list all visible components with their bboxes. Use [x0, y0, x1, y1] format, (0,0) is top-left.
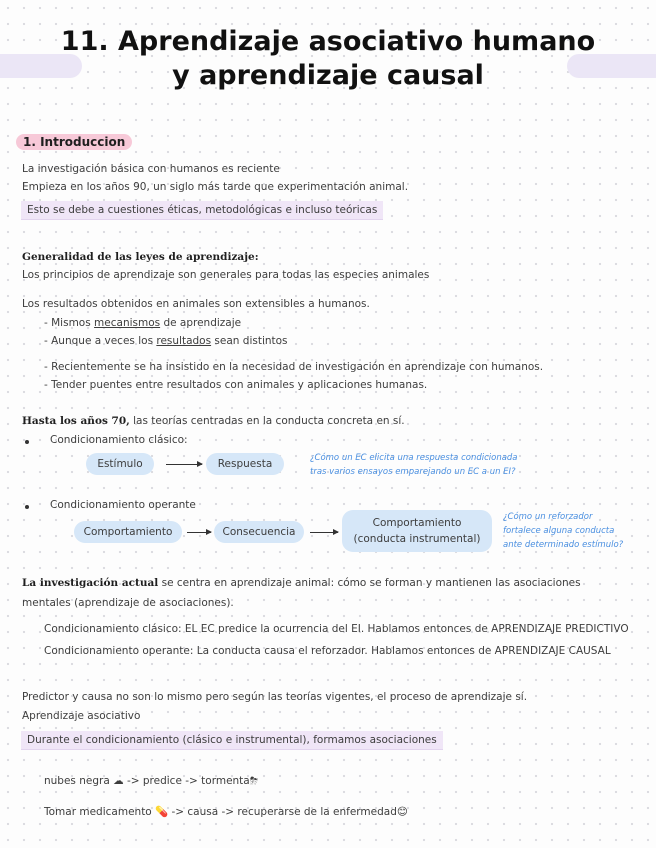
intro-highlight: Esto se debe a cuestiones éticas, metodológicas e incluso teóricas — [21, 201, 383, 220]
page-title-line-1: 11. Aprendizaje asociativo humano — [60, 26, 596, 57]
asociativo-highlight: Durante el condicionamiento (clásico e instrumental), formamos asociaciones — [21, 731, 443, 750]
teorias-rest: las teorías centradas en la conducta concreta en sí. — [129, 415, 405, 427]
generalidad-bullet-4: - Tender puentes entre resultados con animales y aplicaciones humanas. — [44, 379, 428, 391]
intro-line-1: La investigación básica con humanos es reciente — [22, 163, 280, 175]
box-consecuencia: Consecuencia — [214, 521, 304, 543]
box-conducta-instrumental — [342, 510, 492, 552]
arrow-estimulo-respuesta — [166, 464, 202, 465]
generalidad-line-1: Los principios de aprendizaje son generales para todas las especies animales — [22, 269, 430, 281]
actual-predictivo: Condicionamiento clásico: EL EC predice la ocurrencia del EI. Hablamos entonces de APRENDIZAJE PREDICTIVO — [44, 623, 629, 635]
bullet-1-prefix: - Mismos — [44, 317, 95, 329]
operante-label: Condicionamiento operante — [50, 499, 196, 511]
actual-causal: Condicionamiento operante: La conducta causa el reforzador. Hablamos entonces de APRENDIZAJE CAUSAL — [44, 645, 611, 657]
bullet-1-suffix: de aprendizaje — [160, 317, 242, 329]
arrow-consecuencia-conducta — [310, 532, 338, 533]
bullet-2-prefix: - Aunque a veces los — [44, 335, 157, 347]
actual-line-2: mentales (aprendizaje de asociaciones). — [22, 597, 234, 609]
actual-rest: se centra en aprendizaje animal: cómo se forman y mantienen las asociaciones — [158, 577, 581, 589]
bullet-2-underline: resultados — [156, 335, 212, 347]
generalidad-bullet-1 — [44, 317, 241, 329]
generalidad-heading: Generalidad de las leyes de aprendizaje: — [22, 251, 259, 263]
page-title-line-2: y aprendizaje causal — [172, 60, 484, 91]
question-1-line-2: tras varios ensayos emparejando un EC a un EI? — [310, 467, 516, 477]
arrow-comportamiento-consecuencia — [187, 532, 211, 533]
example-tormenta: nubes negra ☁ -> predice -> tormenta⛈ — [44, 775, 259, 787]
bullet-dot-clasico — [25, 440, 29, 444]
bullet-1-underline: mecanismos — [94, 317, 161, 329]
teorias-line — [22, 415, 405, 427]
asociativo-line-2: Aprendizaje asociativo — [22, 710, 141, 722]
box-estimulo: Estímulo — [86, 453, 154, 475]
teorias-bold: Hasta los años 70, — [22, 415, 130, 427]
question-2-line-2: fortalece alguna conducta — [503, 526, 615, 536]
actual-bold: La investigación actual — [22, 577, 159, 589]
generalidad-line-2: Los resultados obtenidos en animales son extensibles a humanos. — [22, 298, 370, 310]
generalidad-bullet-2 — [44, 335, 288, 347]
question-1-line-1: ¿Cómo un EC elicita una respuesta condicionada — [310, 453, 518, 463]
conducta-line-1: Comportamiento — [372, 517, 462, 529]
question-2-line-1: ¿Cómo un reforzador — [503, 512, 593, 522]
bullet-2-suffix: sean distintos — [211, 335, 288, 347]
section-heading: 1. Introduccion — [16, 134, 132, 150]
conducta-line-2: (conducta instrumental) — [353, 533, 481, 545]
box-respuesta: Respuesta — [206, 453, 284, 475]
bullet-dot-operante — [25, 505, 29, 509]
example-medicamento: Tomar medicamento 💊 -> causa -> recuperarse de la enfermedad😊 — [44, 806, 408, 818]
intro-line-2: Empieza en los años 90, un siglo más tarde que experimentación animal. — [22, 181, 409, 193]
box-comportamiento: Comportamiento — [74, 521, 182, 543]
actual-line-1 — [22, 577, 581, 589]
generalidad-bullet-3: - Recientemente se ha insistido en la necesidad de investigación en aprendizaje con humanos. — [44, 361, 544, 373]
clasico-label: Condicionamiento clásico: — [50, 434, 188, 446]
question-2-line-3: ante determinado estímulo? — [503, 540, 624, 550]
asociativo-line-1: Predictor y causa no son lo mismo pero según las teorías vigentes, el proceso de aprendizaje sí. — [22, 691, 528, 703]
